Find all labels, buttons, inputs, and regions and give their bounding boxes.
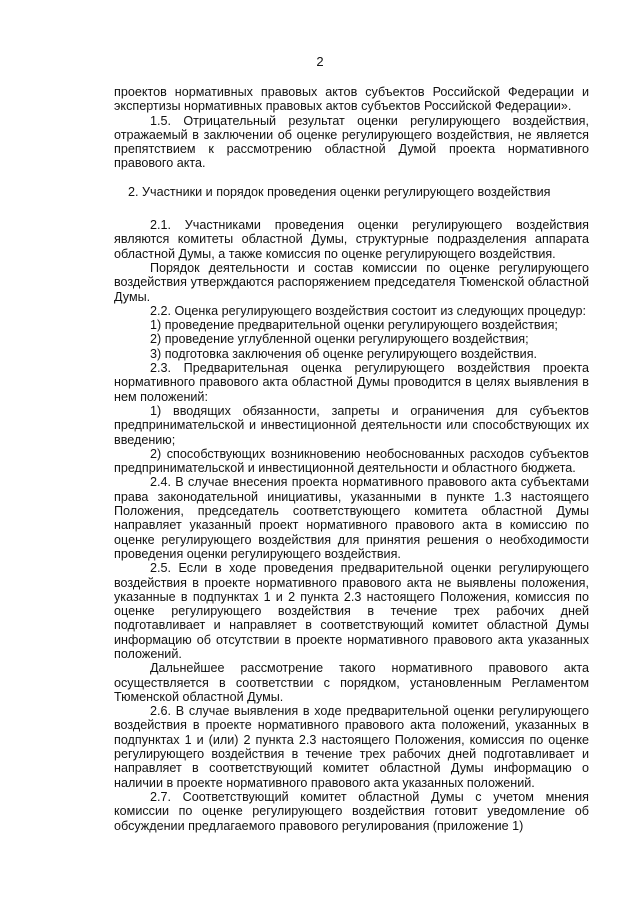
paragraph-2-6: 2.6. В случае выявления в ходе предварительной оценки регулирующего воздействия в проекте нормативного правового акта положений, указанных в подпунктах 1 и (или) 2 пункта 2.3 настоящего Положения, комиссия по оценке регулирующего воздействия в течение трех рабочих дней подготавливает и направляет в соответствующий комитет областной Думы информацию о наличии в проекте нормативного правового акта указанных положений. <box>114 704 589 790</box>
paragraph-1-5: 1.5. Отрицательный результат оценки регулирующего воздействия, отражаемый в заключении об оценке регулирующего воздействия, не является препятствием к рассмотрению областной Думой проекта нормативного правового акта. <box>114 113 589 171</box>
section-heading-2: 2. Участники и порядок проведения оценки регулирующего воздействия <box>128 184 551 199</box>
list-item-procedure-1: 1) проведение предварительной оценки регулирующего воздействия; <box>150 318 558 333</box>
document-body <box>114 85 589 833</box>
paragraph-continuation: проектов нормативных правовых актов субъектов Российской Федерации и экспертизы нормативных правовых актов субъектов Российской Федерации». <box>114 85 589 114</box>
paragraph-2-2: 2.2. Оценка регулирующего воздействия состоит из следующих процедур: <box>150 303 586 318</box>
page-number: 2 <box>316 54 324 69</box>
paragraph-2-7: 2.7. Соответствующий комитет областной Думы с учетом мнения комиссии по оценке регулирующего воздействия готовит уведомление об обсуждении предлагаемого правового регулирования (приложение 1) <box>114 789 589 833</box>
list-item-procedure-2: 2) проведение углубленной оценки регулирующего воздействия; <box>150 332 529 347</box>
paragraph-2-5: 2.5. Если в ходе проведения предварительной оценки регулирующего воздействия в проекте нормативного правового акта не выявлены положения, указанные в подпунктах 1 и 2 пункта 2.3 настоящего Положения, комиссия по оценке регулирующего воздействия в течение трех рабочих дней подготавливает и направляет в соответствующий комитет областной Думы информацию об отсутствии в проекте нормативного правового акта указанных положений. <box>114 561 589 661</box>
list-item-provision-2: 2) способствующих возникновению необоснованных расходов субъектов предпринимательской и инвестиционной деятельности и областного бюджета. <box>114 446 589 476</box>
paragraph-2-3: 2.3. Предварительная оценка регулирующего воздействия проекта нормативного правового акта областной Думы проводится в целях выявления в нем положений: <box>114 361 589 404</box>
paragraph-further-consideration: Дальнейшее рассмотрение такого нормативного правового акта осуществляется в соответствии с порядком, установленным Регламентом Тюменской областной Думы. <box>114 661 589 704</box>
paragraph-2-1: 2.1. Участниками проведения оценки регулирующего воздействия являются комитеты областной Думы, структурные подразделения аппарата областной Думы, а также комиссия по оценке регулирующего воздействия. <box>114 218 589 261</box>
list-item-provision-1: 1) вводящих обязанности, запреты и ограничения для субъектов предпринимательской и инвестиционной деятельности или способствующих их введению; <box>114 403 589 447</box>
paragraph-commission-procedure: Порядок деятельности и состав комиссии по оценке регулирующего воздействия утверждаются распоряжением председателя Тюменской областной Думы. <box>114 260 589 304</box>
paragraph-2-4: 2.4. В случае внесения проекта нормативного правового акта субъектами права законодательной инициативы, указанными в пункте 1.3 настоящего Положения, председатель соответствующего комитета областной Думы направляет указанный проект нормативного правового акта в комиссию по оценке регулирующего воздействия для принятия решения о необходимости проведения оценки регулирующего воздействия. <box>114 475 589 561</box>
list-item-procedure-3: 3) подготовка заключения об оценке регулирующего воздействия. <box>150 346 538 361</box>
